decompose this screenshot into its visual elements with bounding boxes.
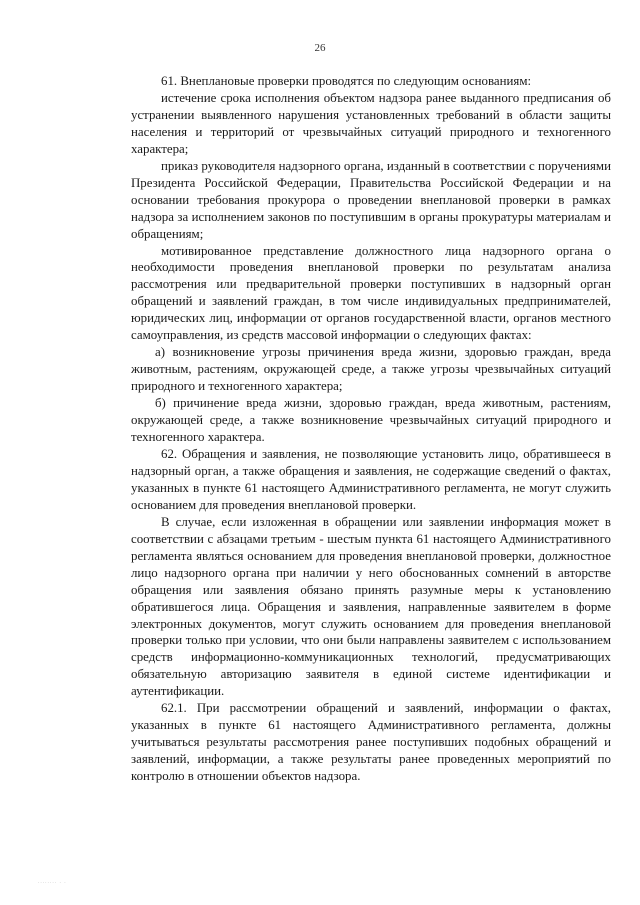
paragraph-61-item-a: а) возникновение угрозы причинения вреда жизни, здоровью граждан, вреда животным, растениям, окружающей среде, а также угрозы чрезвычайных ситуаций природного и техногенного характера; xyxy=(131,345,611,394)
paragraph-62-1: 62.1. При рассмотрении обращений и заявлений, информации о фактах, указанных в пункте 61 настоящего Административного регламента, должны учитываться результаты рассмотрения ранее поступивших подобных обращений и заявлений, информации, а также результаты ранее проведенных мероприятий по контролю в отношении объектов надзора. xyxy=(131,701,611,784)
paragraph-61-ground-1: истечение срока исполнения объектом надзора ранее выданного предписания об устранении выявленного нарушения установленных требований в области защиты населения и территорий от чрезвычайных ситуаций природного и техногенного характера; xyxy=(131,90,611,156)
footer-mark: ........ . . xyxy=(38,879,67,885)
document-body xyxy=(131,73,611,785)
paragraph-61-item-b: б) причинение вреда жизни, здоровью граждан, вреда животным, растениям, окружающей среде, а также возникновение чрезвычайных ситуаций природного и техногенного характера. xyxy=(131,396,611,445)
paragraph-61-ground-3: мотивированное представление должностного лица надзорного органа о необходимости проведения внеплановой проверки по результатам анализа рассмотрения или предварительной проверки поступивших в надзорный орган обращений и заявлений граждан, в том числе индивидуальных предпринимателей, юридических лиц, информации от органов государственной власти, органов местного самоуправления, из средств массовой информации о следующих фактах: xyxy=(131,243,611,343)
paragraph-62-case: В случае, если изложенная в обращении или заявлении информация может в соответствии с абзацами третьим - шестым пункта 61 настоящего Административного регламента являться основанием для проведения внеплановой проверки, должностное лицо надзорного органа при наличии у него обоснованных сомнений в авторстве обращения или заявления обязано принять разумные меры к установлению обратившегося лица. Обращения и заявления, направленные заявителем в форме электронных документов, могут служить основанием для проведения внеплановой проверки только при условии, что они были направлены заявителем с использованием средств информационно-коммуникационных технологий, предусматривающих обязательную авторизацию заявителя в единой системе идентификации и аутентификации. xyxy=(131,514,611,699)
paragraph-61-intro: 61. Внеплановые проверки проводятся по следующим основаниям: xyxy=(161,74,532,88)
paragraph-61-ground-2: приказ руководителя надзорного органа, изданный в соответствии с поручениями Президента Российской Федерации, Правительства Российской Федерации и на основании требования прокурора о проведении внеплановой проверки в рамках надзора за исполнением законов по поступившим в органы прокуратуры материалам и обращениям; xyxy=(131,158,611,241)
page-number: 26 xyxy=(314,42,326,54)
paragraph-62: 62. Обращения и заявления, не позволяющие установить лицо, обратившееся в надзорный орган, а также обращения и заявления, не содержащие сведений о фактах, указанных в пункте 61 настоящего Административного регламента, не могут служить основанием для проведения внеплановой проверки. xyxy=(131,446,611,512)
